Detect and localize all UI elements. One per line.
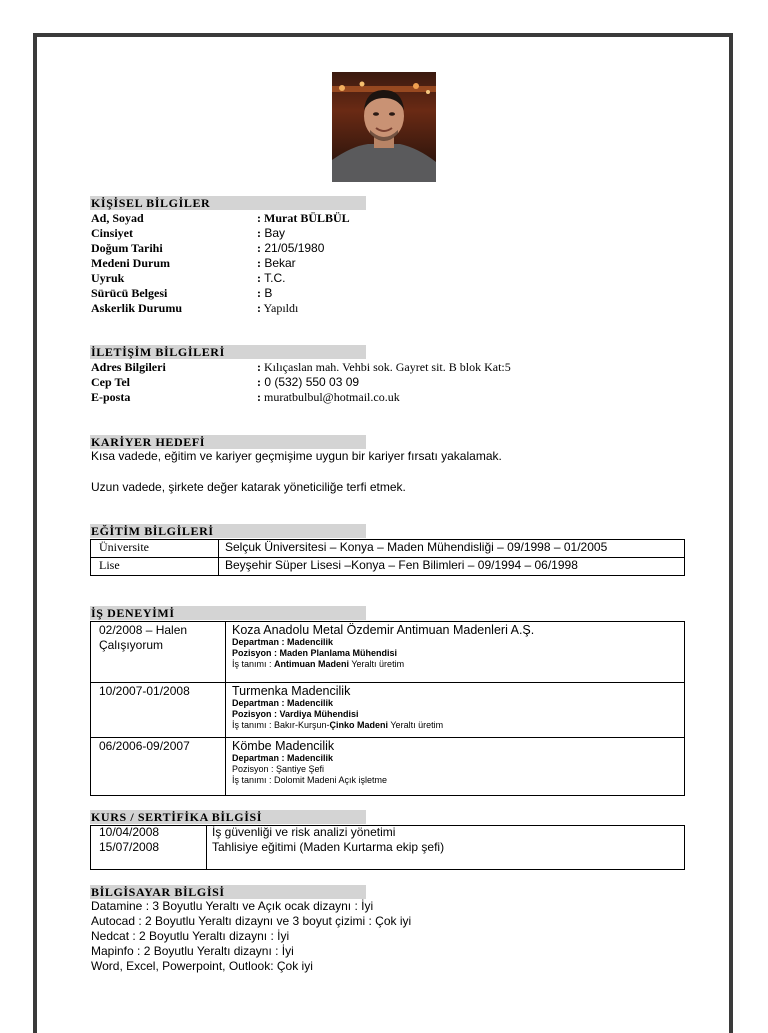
info-label: Cep Tel bbox=[91, 375, 131, 389]
info-row bbox=[91, 286, 691, 301]
courses-table bbox=[90, 825, 685, 870]
company-name: Turmenka Madencilik bbox=[232, 684, 351, 698]
table-row bbox=[91, 558, 685, 576]
info-row bbox=[91, 390, 691, 405]
section-heading-personal: KİŞİSEL BİLGİLER bbox=[90, 196, 366, 210]
list-item: Mapinfo : 2 Boyutlu Yeraltı dizaynı : İyi bbox=[91, 944, 294, 958]
info-row bbox=[91, 301, 691, 316]
course-date: 10/04/2008 bbox=[99, 825, 160, 839]
company-name: Kömbe Madencilik bbox=[232, 739, 335, 753]
phone-value: : 0 (532) 550 03 09 bbox=[257, 375, 360, 389]
info-label: Cinsiyet bbox=[91, 226, 133, 240]
list-item: Nedcat : 2 Boyutlu Yeraltı dizaynı : İyi bbox=[91, 929, 290, 943]
education-table bbox=[90, 539, 685, 576]
portrait-image bbox=[332, 72, 436, 182]
info-value: : T.C. bbox=[257, 271, 286, 285]
education-level: Lise bbox=[91, 558, 219, 576]
education-detail: Beyşehir Süper Lisesi –Konya – Fen Bilimleri – 09/1994 – 06/1998 bbox=[219, 558, 685, 576]
job-description: İş tanımı : Dolomit Madeni Açık işletme bbox=[232, 775, 388, 785]
table-row bbox=[91, 826, 685, 870]
info-row bbox=[91, 256, 691, 271]
experience-period: 02/2008 – Halen Çalışıyorum bbox=[91, 622, 226, 683]
info-value: : Yapıldı bbox=[257, 301, 299, 315]
position: Pozisyon : Vardiya Mühendisi bbox=[232, 709, 359, 719]
info-value: : 21/05/1980 bbox=[257, 241, 325, 255]
job-description: İş tanımı : Antimuan Madeni Yeraltı üretim bbox=[232, 659, 405, 669]
experience-period: 06/2006-09/2007 bbox=[91, 738, 226, 796]
list-item: Word, Excel, Powerpoint, Outlook: Çok iyi bbox=[91, 959, 313, 973]
table-row bbox=[91, 683, 685, 738]
info-value: : B bbox=[257, 286, 273, 300]
course-date: 15/07/2008 bbox=[99, 840, 160, 854]
job-description: İş tanımı : Bakır-Kurşun-Çinko Madeni Yeraltı üretim bbox=[232, 720, 444, 730]
career-long-term: Uzun vadede, şirkete değer katarak yöneticiliğe terfi etmek. bbox=[91, 480, 406, 494]
education-detail: Selçuk Üniversitesi – Konya – Maden Mühendisliği – 09/1998 – 01/2005 bbox=[219, 540, 685, 558]
position: Pozisyon : Şantiye Şefi bbox=[232, 764, 325, 774]
info-label: Adres Bilgileri bbox=[91, 360, 166, 374]
section-heading-contact: İLETİŞİM BİLGİLERİ bbox=[90, 345, 366, 359]
table-row bbox=[91, 622, 685, 683]
experience-detail bbox=[226, 738, 685, 796]
info-label: Uyruk bbox=[91, 271, 125, 285]
personal-info-list bbox=[91, 211, 691, 316]
info-label: Askerlik Durumu bbox=[91, 301, 183, 315]
info-label: Sürücü Belgesi bbox=[91, 286, 168, 300]
info-value: : Murat BÜLBÜL bbox=[257, 211, 350, 225]
table-row bbox=[91, 738, 685, 796]
address-value: : Kılıçaslan mah. Vehbi sok. Gayret sit. B blok Kat:5 bbox=[257, 360, 511, 374]
info-label: Medeni Durum bbox=[91, 256, 170, 270]
table-row bbox=[91, 540, 685, 558]
info-label: E-posta bbox=[91, 390, 131, 404]
computer-skills-list bbox=[91, 899, 411, 974]
section-heading-courses: KURS / SERTİFİKA BİLGİSİ bbox=[90, 810, 366, 824]
experience-table bbox=[90, 621, 685, 796]
info-row bbox=[91, 226, 691, 241]
info-value: : Bay bbox=[257, 226, 286, 240]
department: Departman : Madencilik bbox=[232, 753, 334, 763]
course-names bbox=[207, 826, 685, 870]
info-label: Doğum Tarihi bbox=[91, 241, 163, 255]
department: Departman : Madencilik bbox=[232, 698, 334, 708]
experience-detail bbox=[226, 622, 685, 683]
list-item: Datamine : 3 Boyutlu Yeraltı ve Açık ocak dizaynı : İyi bbox=[91, 899, 374, 913]
experience-detail bbox=[226, 683, 685, 738]
info-row bbox=[91, 271, 691, 286]
list-item: Autocad : 2 Boyutlu Yeraltı dizaynı ve 3 boyut çizimi : Çok iyi bbox=[91, 914, 412, 928]
section-heading-experience: İŞ DENEYİMİ bbox=[90, 606, 366, 620]
section-heading-education: EĞİTİM BİLGİLERİ bbox=[90, 524, 366, 538]
info-row bbox=[91, 360, 691, 375]
career-short-term: Kısa vadede, eğitim ve kariyer geçmişime uygun bir kariyer fırsatı yakalamak. bbox=[91, 449, 502, 463]
course-name: İş güvenliği ve risk analizi yönetimi bbox=[212, 825, 396, 839]
section-heading-career: KARİYER HEDEFİ bbox=[90, 435, 366, 449]
department: Departman : Madencilik bbox=[232, 637, 334, 647]
info-row bbox=[91, 211, 691, 226]
course-dates bbox=[91, 826, 207, 870]
info-row bbox=[91, 375, 691, 390]
section-heading-computer: BİLGİSAYAR BİLGİSİ bbox=[90, 885, 366, 899]
profile-photo bbox=[332, 72, 436, 182]
info-row bbox=[91, 241, 691, 256]
company-name: Koza Anadolu Metal Özdemir Antimuan Madenleri A.Ş. bbox=[232, 623, 535, 637]
email-value: : muratbulbul@hotmail.co.uk bbox=[257, 390, 400, 404]
info-label: Ad, Soyad bbox=[91, 211, 144, 225]
experience-period: 10/2007-01/2008 bbox=[91, 683, 226, 738]
contact-info-list bbox=[91, 360, 691, 405]
info-value: : Bekar bbox=[257, 256, 296, 270]
course-name: Tahlisiye eğitimi (Maden Kurtarma ekip şefi) bbox=[212, 840, 445, 854]
education-level: Üniversite bbox=[91, 540, 219, 558]
position: Pozisyon : Maden Planlama Mühendisi bbox=[232, 648, 398, 658]
